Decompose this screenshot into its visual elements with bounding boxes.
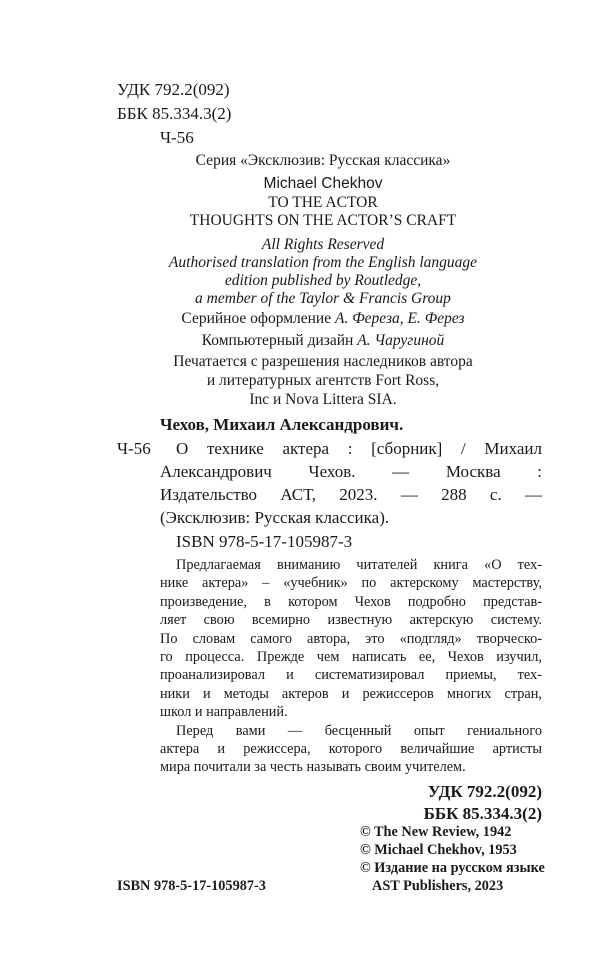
original-title-line-1: TO THE ACTOR [268,194,378,211]
permission-line-2: и литературных агентств Fort Ross, [206,372,440,389]
annotation-line-9: школ и направлений. [160,704,288,721]
bbk-code: ББК 85.334.3(2) [117,104,232,123]
annotation-line-4: ляет свою всемирно известную актерскую систему. [160,612,542,629]
udk-code: УДК 792.2(092) [117,80,230,99]
catalog-description-line-4: (Эксклюзив: Русская классика). [160,508,390,527]
annotation-line-11: актера и режиссера, которого величайшие артисты [160,741,542,757]
annotation-line-12: мира почитали за честь называть своим учителем. [160,759,466,776]
copyright-line-2: © Michael Chekhov, 1953 [360,842,517,858]
catalog-udk: УДК 792.2(092) [427,782,542,801]
annotation-line-6: го процесса. Прежде чем написать ее, Чехов изучил, [160,649,542,665]
rights-line-3: edition published by Routledge, [224,272,422,289]
rights-line-4: a member of the Taylor & Francis Group [195,290,451,307]
catalog-isbn: ISBN 978-5-17-105987-3 [176,532,353,551]
series-design-names: А. Фереза, Е. Ферез [334,310,465,327]
catalog-description-line-2: Александрович Чехов. — Москва : [160,462,542,481]
annotation-line-7: проанализировал и систематизировал приемы, тех- [160,667,542,684]
original-title-line-2: THOUGHTS ON THE ACTOR’S CRAFT [189,212,457,229]
series-design-label: Серийное оформление [181,310,335,327]
author-mark: Ч-56 [160,128,194,147]
catalog-description-line-3: Издательство АСТ, 2023. — 288 с. — [160,485,542,504]
series-line: Серия «Эксклюзив: Русская классика» [195,152,451,169]
annotation-line-8: ники и методы актеров и режиссеров многих стран, [160,685,542,702]
computer-design-credit [118,331,528,351]
permission-line-3: Inc и Nova Littera SIA. [249,391,397,408]
rights-line-2: Authorised translation from the English language [168,254,478,271]
permission-line-1: Печатается с разрешения наследников автора [173,353,473,370]
copyright-line-4: AST Publishers, 2023 [372,878,504,894]
copyright-line-3: © Издание на русском языке [360,860,545,876]
catalog-mark: Ч-56 [117,439,151,458]
annotation-line-10: Перед вами — бесценный опыт гениального [176,722,542,739]
copyright-line-1: © The New Review, 1942 [360,824,512,840]
series-design-credit [118,309,528,329]
catalog-bbk: ББК 85.334.3(2) [423,804,542,823]
catalog-heading: Чехов, Михаил Александрович. [160,415,404,434]
rights-line-1: All Rights Reserved [261,236,385,253]
footer-isbn: ISBN 978-5-17-105987-3 [117,878,266,894]
annotation-line-2: нике актера» – «учебник» по актерскому мастерству, [160,575,542,592]
original-author: Michael Chekhov [263,175,383,192]
annotation-line-3: произведение, в котором Чехов подробно представ- [160,593,542,610]
computer-design-name: А. Чаругиной [357,332,445,349]
catalog-description-line-1: О технике актера : [сборник] / Михаил [176,439,542,458]
annotation-line-5: По словам самого автора, это «подгляд» творческо- [160,630,542,647]
annotation-line-1: Предлагаемая вниманию читателей книга «О тех- [176,557,542,573]
computer-design-label: Компьютерный дизайн [201,332,358,349]
